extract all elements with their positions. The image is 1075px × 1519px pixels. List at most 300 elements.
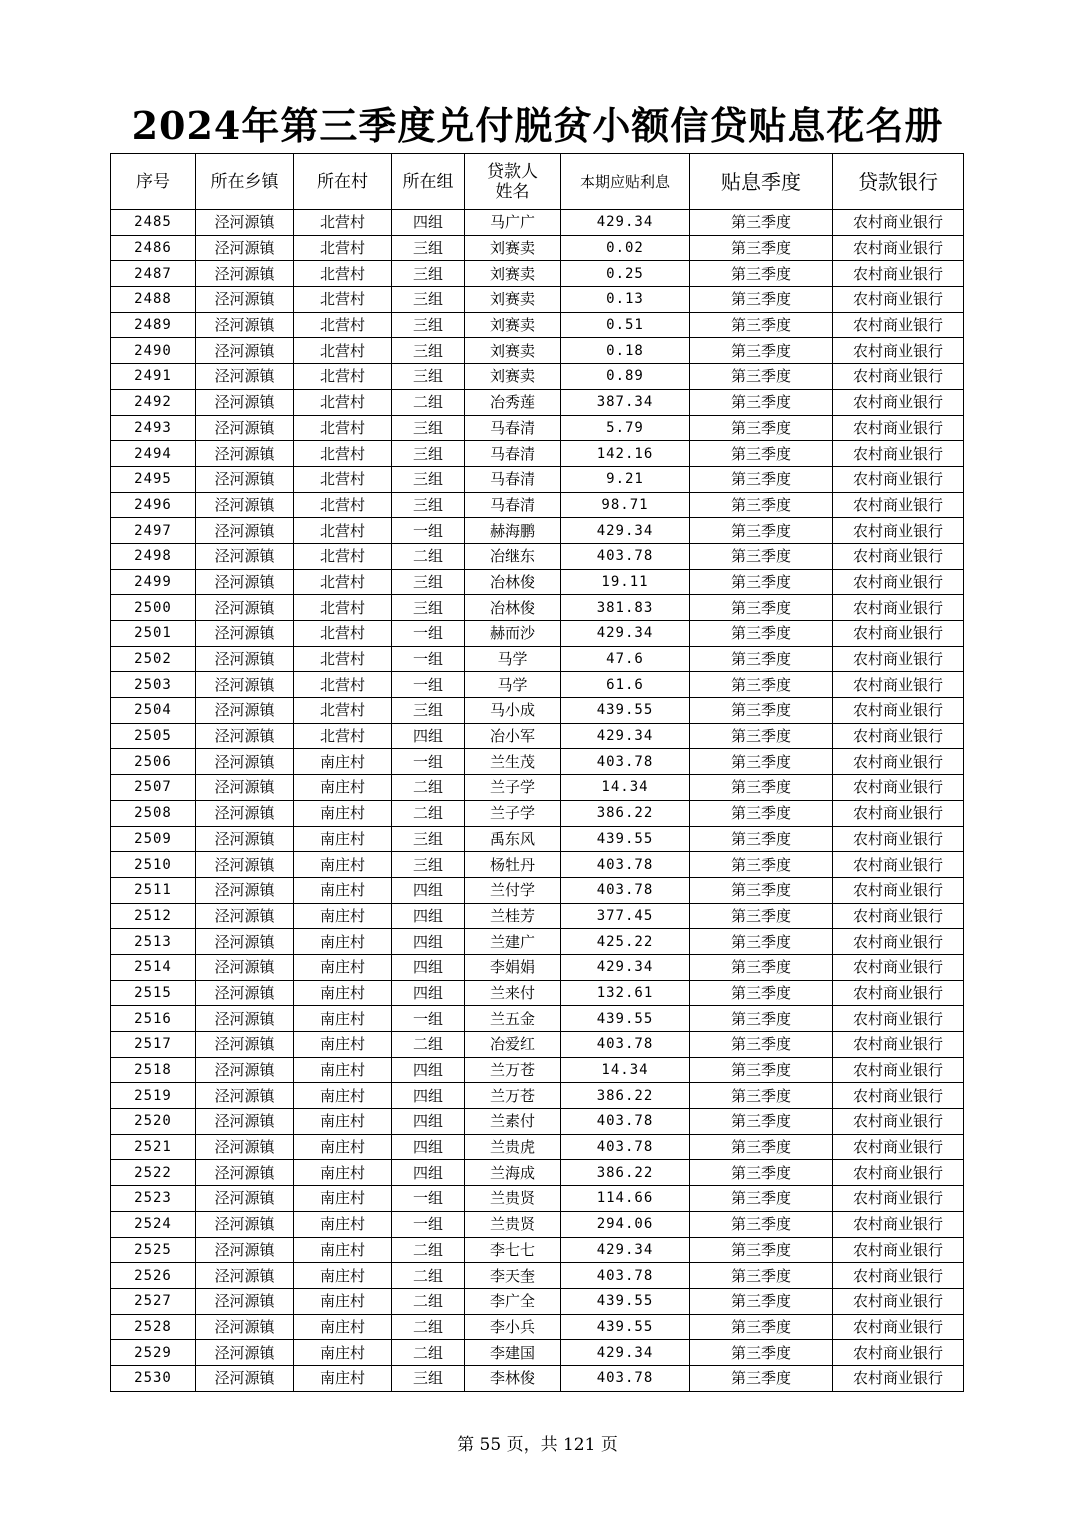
cell-borrower-name: 马小成 [465,698,561,724]
cell-village: 南庄村 [294,877,392,903]
table-row [111,466,964,492]
cell-interest: 429.34 [561,954,690,980]
cell-village: 南庄村 [294,852,392,878]
cell-serial: 2512 [111,903,196,929]
cell-group: 四组 [392,877,465,903]
cell-quarter: 第三季度 [690,1263,833,1289]
cell-interest: 429.34 [561,518,690,544]
cell-bank: 农村商业银行 [833,877,964,903]
cell-group: 四组 [392,903,465,929]
cell-borrower-name: 李建国 [465,1340,561,1366]
cell-quarter: 第三季度 [690,980,833,1006]
cell-quarter: 第三季度 [690,492,833,518]
cell-quarter: 第三季度 [690,543,833,569]
cell-serial: 2499 [111,569,196,595]
cell-bank: 农村商业银行 [833,466,964,492]
cell-group: 一组 [392,749,465,775]
cell-borrower-name: 兰素付 [465,1109,561,1135]
cell-serial: 2507 [111,775,196,801]
table-row [111,621,964,647]
cell-quarter: 第三季度 [690,646,833,672]
cell-village: 南庄村 [294,1263,392,1289]
cell-village: 南庄村 [294,826,392,852]
cell-village: 北营村 [294,492,392,518]
table-row [111,1109,964,1135]
cell-group: 二组 [392,1263,465,1289]
cell-town: 泾河源镇 [196,441,294,467]
cell-group: 四组 [392,929,465,955]
cell-quarter: 第三季度 [690,1211,833,1237]
cell-quarter: 第三季度 [690,389,833,415]
cell-town: 泾河源镇 [196,1263,294,1289]
cell-serial: 2508 [111,800,196,826]
cell-town: 泾河源镇 [196,1109,294,1135]
cell-interest: 377.45 [561,903,690,929]
page-number-footer: 第 55 页，共 121 页 [457,1435,618,1455]
cell-interest: 0.18 [561,338,690,364]
cell-borrower-name: 赫海鹏 [465,518,561,544]
cell-group: 三组 [392,698,465,724]
table-row [111,1186,964,1212]
cell-group: 一组 [392,1211,465,1237]
cell-bank: 农村商业银行 [833,1263,964,1289]
cell-quarter: 第三季度 [690,235,833,261]
cell-group: 二组 [392,1237,465,1263]
table-row [111,338,964,364]
cell-town: 泾河源镇 [196,775,294,801]
cell-town: 泾河源镇 [196,492,294,518]
cell-interest: 403.78 [561,1134,690,1160]
cell-village: 南庄村 [294,1340,392,1366]
cell-borrower-name: 冶爱红 [465,1032,561,1058]
cell-bank: 农村商业银行 [833,1186,964,1212]
cell-village: 南庄村 [294,1109,392,1135]
cell-village: 南庄村 [294,1186,392,1212]
table-row [111,1340,964,1366]
cell-quarter: 第三季度 [690,1032,833,1058]
cell-borrower-name: 刘赛卖 [465,338,561,364]
cell-village: 南庄村 [294,1365,392,1391]
table-body [111,210,964,1392]
cell-interest: 403.78 [561,1109,690,1135]
cell-serial: 2495 [111,466,196,492]
cell-borrower-name: 刘赛卖 [465,261,561,287]
cell-town: 泾河源镇 [196,980,294,1006]
cell-bank: 农村商业银行 [833,1006,964,1032]
cell-quarter: 第三季度 [690,877,833,903]
cell-bank: 农村商业银行 [833,1057,964,1083]
cell-town: 泾河源镇 [196,1237,294,1263]
cell-group: 三组 [392,492,465,518]
cell-town: 泾河源镇 [196,1083,294,1109]
cell-quarter: 第三季度 [690,954,833,980]
cell-interest: 439.55 [561,1006,690,1032]
cell-bank: 农村商业银行 [833,1365,964,1391]
cell-interest: 61.6 [561,672,690,698]
table-row [111,1006,964,1032]
cell-bank: 农村商业银行 [833,1340,964,1366]
cell-village: 北营村 [294,235,392,261]
cell-interest: 439.55 [561,1314,690,1340]
cell-borrower-name: 刘赛卖 [465,312,561,338]
cell-town: 泾河源镇 [196,877,294,903]
cell-interest: 387.34 [561,389,690,415]
table-row [111,1314,964,1340]
cell-quarter: 第三季度 [690,749,833,775]
cell-quarter: 第三季度 [690,312,833,338]
cell-town: 泾河源镇 [196,646,294,672]
cell-town: 泾河源镇 [196,595,294,621]
cell-town: 泾河源镇 [196,364,294,390]
cell-town: 泾河源镇 [196,287,294,313]
cell-bank: 农村商业银行 [833,1288,964,1314]
cell-borrower-name: 冶继东 [465,543,561,569]
cell-town: 泾河源镇 [196,338,294,364]
cell-borrower-name: 冶林俊 [465,569,561,595]
cell-bank: 农村商业银行 [833,1032,964,1058]
table-row [111,595,964,621]
cell-village: 南庄村 [294,1288,392,1314]
cell-village: 北营村 [294,595,392,621]
cell-serial: 2526 [111,1263,196,1289]
cell-serial: 2503 [111,672,196,698]
table-row [111,1263,964,1289]
cell-serial: 2505 [111,723,196,749]
cell-bank: 农村商业银行 [833,800,964,826]
col-header-borrower-name: 贷款人姓名 [465,154,561,210]
cell-interest: 9.21 [561,466,690,492]
cell-village: 南庄村 [294,1134,392,1160]
table-row [111,954,964,980]
cell-quarter: 第三季度 [690,621,833,647]
cell-bank: 农村商业银行 [833,518,964,544]
cell-bank: 农村商业银行 [833,1109,964,1135]
cell-bank: 农村商业银行 [833,749,964,775]
table-row [111,364,964,390]
cell-borrower-name: 兰建广 [465,929,561,955]
table-row [111,1237,964,1263]
cell-serial: 2491 [111,364,196,390]
cell-serial: 2530 [111,1365,196,1391]
cell-town: 泾河源镇 [196,800,294,826]
cell-quarter: 第三季度 [690,852,833,878]
cell-town: 泾河源镇 [196,929,294,955]
cell-quarter: 第三季度 [690,1057,833,1083]
cell-town: 泾河源镇 [196,1057,294,1083]
table-row [111,672,964,698]
cell-quarter: 第三季度 [690,672,833,698]
cell-village: 南庄村 [294,1237,392,1263]
cell-quarter: 第三季度 [690,287,833,313]
table-row [111,826,964,852]
col-header-interest: 本期应贴利息 [561,154,690,210]
table-row [111,569,964,595]
cell-quarter: 第三季度 [690,210,833,236]
cell-bank: 农村商业银行 [833,543,964,569]
cell-quarter: 第三季度 [690,775,833,801]
cell-quarter: 第三季度 [690,826,833,852]
cell-group: 四组 [392,210,465,236]
cell-quarter: 第三季度 [690,518,833,544]
cell-borrower-name: 冶小军 [465,723,561,749]
cell-village: 北营村 [294,621,392,647]
cell-borrower-name: 兰贵贤 [465,1186,561,1212]
cell-group: 三组 [392,852,465,878]
cell-serial: 2522 [111,1160,196,1186]
cell-interest: 47.6 [561,646,690,672]
cell-village: 北营村 [294,543,392,569]
cell-group: 一组 [392,1186,465,1212]
table-row [111,1365,964,1391]
cell-village: 北营村 [294,389,392,415]
cell-interest: 381.83 [561,595,690,621]
cell-group: 四组 [392,1083,465,1109]
cell-quarter: 第三季度 [690,723,833,749]
cell-borrower-name: 马春清 [465,492,561,518]
cell-interest: 439.55 [561,1288,690,1314]
cell-village: 南庄村 [294,1211,392,1237]
cell-interest: 98.71 [561,492,690,518]
cell-quarter: 第三季度 [690,1288,833,1314]
cell-quarter: 第三季度 [690,466,833,492]
col-header-bank: 贷款银行 [833,154,964,210]
table-row [111,210,964,236]
cell-bank: 农村商业银行 [833,569,964,595]
cell-bank: 农村商业银行 [833,954,964,980]
cell-village: 北营村 [294,312,392,338]
cell-bank: 农村商业银行 [833,235,964,261]
cell-group: 二组 [392,775,465,801]
cell-village: 南庄村 [294,749,392,775]
cell-quarter: 第三季度 [690,698,833,724]
cell-serial: 2516 [111,1006,196,1032]
cell-town: 泾河源镇 [196,954,294,980]
cell-bank: 农村商业银行 [833,1314,964,1340]
cell-serial: 2511 [111,877,196,903]
cell-borrower-name: 李娟娟 [465,954,561,980]
cell-quarter: 第三季度 [690,1006,833,1032]
cell-borrower-name: 李广全 [465,1288,561,1314]
cell-borrower-name: 兰生茂 [465,749,561,775]
cell-quarter: 第三季度 [690,1160,833,1186]
cell-village: 南庄村 [294,1032,392,1058]
cell-village: 南庄村 [294,800,392,826]
cell-serial: 2485 [111,210,196,236]
cell-village: 北营村 [294,415,392,441]
cell-village: 北营村 [294,723,392,749]
cell-bank: 农村商业银行 [833,364,964,390]
cell-village: 北营村 [294,441,392,467]
cell-serial: 2518 [111,1057,196,1083]
cell-interest: 386.22 [561,1083,690,1109]
cell-bank: 农村商业银行 [833,389,964,415]
cell-town: 泾河源镇 [196,466,294,492]
cell-quarter: 第三季度 [690,415,833,441]
cell-group: 二组 [392,1288,465,1314]
cell-bank: 农村商业银行 [833,261,964,287]
cell-village: 北营村 [294,210,392,236]
cell-serial: 2514 [111,954,196,980]
cell-borrower-name: 冶林俊 [465,595,561,621]
cell-bank: 农村商业银行 [833,312,964,338]
cell-village: 北营村 [294,698,392,724]
cell-group: 三组 [392,441,465,467]
cell-bank: 农村商业银行 [833,852,964,878]
cell-bank: 农村商业银行 [833,287,964,313]
cell-interest: 114.66 [561,1186,690,1212]
cell-bank: 农村商业银行 [833,723,964,749]
page-title: 2024年第三季度兑付脱贫小额信贷贴息花名册 [131,103,944,148]
cell-group: 三组 [392,569,465,595]
cell-group: 一组 [392,1006,465,1032]
table-row [111,646,964,672]
table-row [111,543,964,569]
cell-quarter: 第三季度 [690,1237,833,1263]
col-header-quarter: 贴息季度 [690,154,833,210]
cell-borrower-name: 马春清 [465,415,561,441]
cell-interest: 403.78 [561,852,690,878]
cell-bank: 农村商业银行 [833,415,964,441]
cell-quarter: 第三季度 [690,1134,833,1160]
cell-interest: 429.34 [561,210,690,236]
cell-group: 三组 [392,235,465,261]
cell-interest: 403.78 [561,877,690,903]
cell-group: 三组 [392,312,465,338]
cell-interest: 0.25 [561,261,690,287]
cell-borrower-name: 兰海成 [465,1160,561,1186]
cell-borrower-name: 马学 [465,672,561,698]
cell-interest: 429.34 [561,1340,690,1366]
cell-group: 二组 [392,1340,465,1366]
cell-interest: 439.55 [561,698,690,724]
cell-town: 泾河源镇 [196,1032,294,1058]
cell-interest: 0.13 [561,287,690,313]
cell-serial: 2520 [111,1109,196,1135]
cell-interest: 429.34 [561,621,690,647]
cell-quarter: 第三季度 [690,261,833,287]
cell-interest: 403.78 [561,1032,690,1058]
cell-borrower-name: 兰桂芳 [465,903,561,929]
cell-serial: 2510 [111,852,196,878]
cell-town: 泾河源镇 [196,518,294,544]
cell-village: 南庄村 [294,903,392,929]
cell-borrower-name: 禹东风 [465,826,561,852]
cell-quarter: 第三季度 [690,1340,833,1366]
cell-interest: 439.55 [561,826,690,852]
cell-village: 北营村 [294,672,392,698]
table-row [111,800,964,826]
cell-borrower-name: 马广广 [465,210,561,236]
cell-borrower-name: 马学 [465,646,561,672]
cell-borrower-name: 兰子学 [465,775,561,801]
cell-group: 四组 [392,1160,465,1186]
table-row [111,389,964,415]
cell-interest: 19.11 [561,569,690,595]
cell-town: 泾河源镇 [196,1186,294,1212]
cell-quarter: 第三季度 [690,903,833,929]
cell-village: 南庄村 [294,1057,392,1083]
cell-interest: 386.22 [561,1160,690,1186]
cell-group: 三组 [392,1365,465,1391]
table-row [111,1134,964,1160]
cell-town: 泾河源镇 [196,312,294,338]
cell-group: 三组 [392,261,465,287]
cell-borrower-name: 兰贵虎 [465,1134,561,1160]
cell-serial: 2509 [111,826,196,852]
table-row [111,723,964,749]
cell-serial: 2501 [111,621,196,647]
cell-quarter: 第三季度 [690,929,833,955]
table-row [111,1057,964,1083]
table-row [111,903,964,929]
cell-bank: 农村商业银行 [833,1083,964,1109]
cell-group: 三组 [392,415,465,441]
cell-group: 二组 [392,1032,465,1058]
cell-town: 泾河源镇 [196,1211,294,1237]
cell-serial: 2519 [111,1083,196,1109]
cell-serial: 2528 [111,1314,196,1340]
table-row [111,415,964,441]
cell-quarter: 第三季度 [690,1314,833,1340]
cell-town: 泾河源镇 [196,723,294,749]
cell-village: 南庄村 [294,954,392,980]
cell-interest: 429.34 [561,1237,690,1263]
cell-borrower-name: 李小兵 [465,1314,561,1340]
table-row [111,518,964,544]
cell-serial: 2525 [111,1237,196,1263]
cell-town: 泾河源镇 [196,749,294,775]
cell-serial: 2524 [111,1211,196,1237]
cell-village: 北营村 [294,466,392,492]
cell-interest: 132.61 [561,980,690,1006]
cell-interest: 403.78 [561,543,690,569]
cell-borrower-name: 冶秀莲 [465,389,561,415]
cell-group: 四组 [392,1109,465,1135]
cell-village: 南庄村 [294,1314,392,1340]
table-row [111,312,964,338]
cell-bank: 农村商业银行 [833,826,964,852]
cell-borrower-name: 刘赛卖 [465,364,561,390]
cell-town: 泾河源镇 [196,698,294,724]
cell-borrower-name: 李天奎 [465,1263,561,1289]
cell-serial: 2521 [111,1134,196,1160]
cell-borrower-name: 兰贵贤 [465,1211,561,1237]
table-row [111,441,964,467]
col-header-village: 所在村 [294,154,392,210]
cell-borrower-name: 刘赛卖 [465,235,561,261]
cell-borrower-name: 刘赛卖 [465,287,561,313]
table-row [111,1032,964,1058]
cell-interest: 294.06 [561,1211,690,1237]
cell-group: 一组 [392,672,465,698]
cell-town: 泾河源镇 [196,415,294,441]
cell-quarter: 第三季度 [690,1365,833,1391]
cell-borrower-name: 兰五金 [465,1006,561,1032]
cell-serial: 2523 [111,1186,196,1212]
cell-interest: 5.79 [561,415,690,441]
cell-serial: 2515 [111,980,196,1006]
cell-village: 南庄村 [294,980,392,1006]
cell-village: 南庄村 [294,775,392,801]
table-row [111,1211,964,1237]
cell-bank: 农村商业银行 [833,903,964,929]
cell-village: 南庄村 [294,1006,392,1032]
cell-serial: 2496 [111,492,196,518]
cell-group: 三组 [392,595,465,621]
cell-bank: 农村商业银行 [833,1134,964,1160]
table-row [111,852,964,878]
table-row [111,1083,964,1109]
